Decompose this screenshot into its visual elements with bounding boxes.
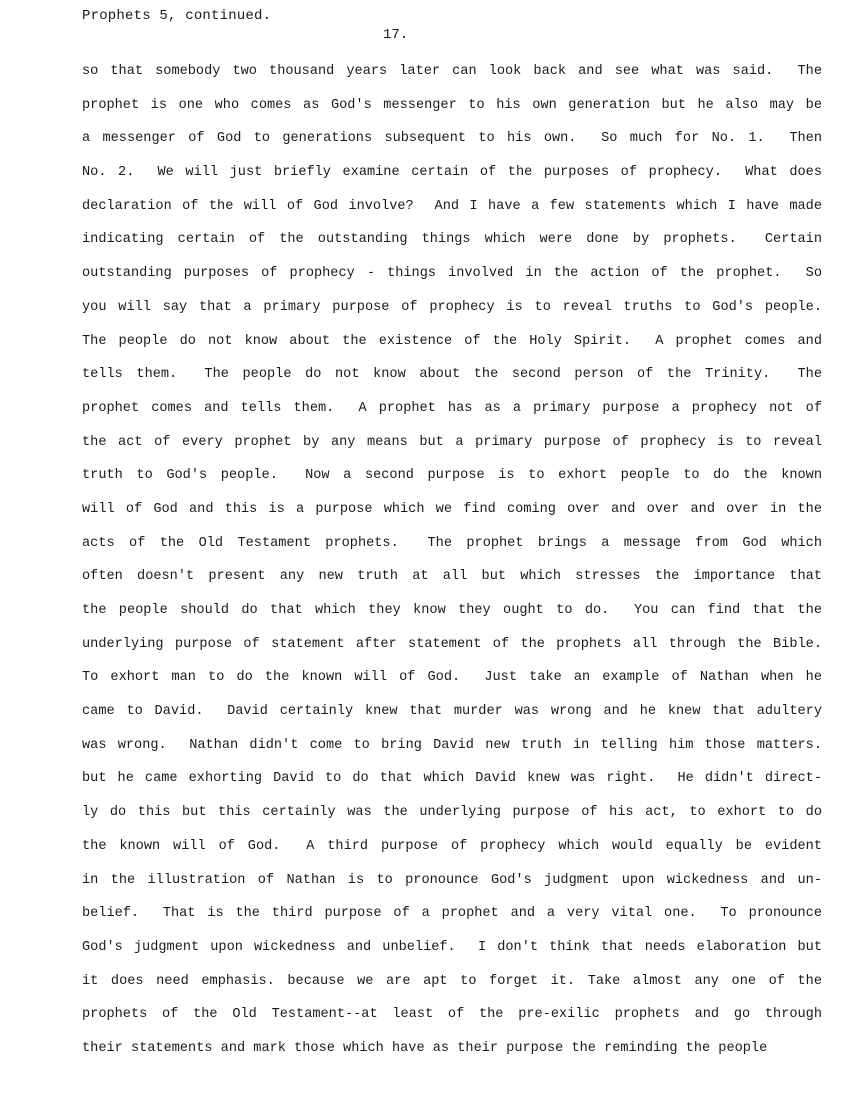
text-line: truth to God's people. Now a second purpose is to exhort people to do the known — [82, 468, 822, 484]
page-number: 17. — [383, 27, 409, 43]
running-header: Prophets 5, continued. — [82, 8, 272, 24]
text-line: declaration of the will of God involve? And I have a few statements which I have made — [82, 198, 822, 214]
text-line: prophet is one who comes as God's messenger to his own generation but he also may be — [82, 97, 822, 113]
text-line: outstanding purposes of prophecy - things involved in the action of the prophet. So — [82, 266, 822, 282]
text-line: but he came exhorting David to do that which David knew was right. He didn't direct- — [82, 771, 822, 787]
text-line: No. 2. We will just briefly examine certain of the purposes of prophecy. What does — [82, 165, 822, 181]
body-text — [82, 61, 822, 1072]
text-line: so that somebody two thousand years later can look back and see what was said. The — [82, 64, 822, 79]
text-line: tells them. The people do not know about the second person of the Trinity. The — [82, 367, 822, 383]
text-line: God's judgment upon wickedness and unbelief. I don't think that needs elaboration but — [82, 939, 822, 955]
text-line: will of God and this is a purpose which we find coming over and over and over in the — [82, 501, 822, 517]
text-line: prophet comes and tells them. A prophet has as a primary purpose a prophecy not of — [82, 400, 822, 416]
text-line: The people do not know about the existence of the Holy Spirit. A prophet comes and — [82, 333, 822, 349]
text-line: the known will of God. A third purpose of prophecy which would equally be evident — [82, 838, 822, 854]
text-line: in the illustration of Nathan is to pronounce God's judgment upon wickedness and un- — [82, 872, 822, 888]
text-line: was wrong. Nathan didn't come to bring David new truth in telling him those matters. — [82, 737, 822, 753]
text-line: often doesn't present any new truth at all but which stresses the importance that — [82, 569, 822, 585]
text-line: the act of every prophet by any means but a primary purpose of prophecy is to reveal — [82, 434, 822, 450]
text-line: indicating certain of the outstanding things which were done by prophets. Certain — [82, 232, 822, 248]
text-line: a messenger of God to generations subsequent to his own. So much for No. 1. Then — [82, 131, 822, 147]
text-line: it does need emphasis. because we are apt to forget it. Take almost any one of the — [82, 973, 822, 989]
text-line: To exhort man to do the known will of God. Just take an example of Nathan when he — [82, 670, 822, 686]
text-line: you will say that a primary purpose of prophecy is to reveal truths to God's people. — [82, 299, 822, 315]
text-line: belief. That is the third purpose of a prophet and a very vital one. To pronounce — [82, 906, 822, 922]
text-line: the people should do that which they know they ought to do. You can find that the — [82, 603, 822, 618]
text-line: underlying purpose of statement after statement of the prophets all through the Bible. — [82, 636, 822, 652]
text-line: prophets of the Old Testament--at least of the pre-exilic prophets and go through — [82, 1007, 822, 1023]
text-line: their statements and mark those which have as their purpose the reminding the people — [82, 1040, 768, 1056]
text-line: ly do this but this certainly was the underlying purpose of his act, to exhort to do — [82, 805, 822, 821]
text-line: came to David. David certainly knew that murder was wrong and he knew that adultery — [82, 704, 822, 720]
text-line: acts of the Old Testament prophets. The prophet brings a message from God which — [82, 535, 822, 551]
